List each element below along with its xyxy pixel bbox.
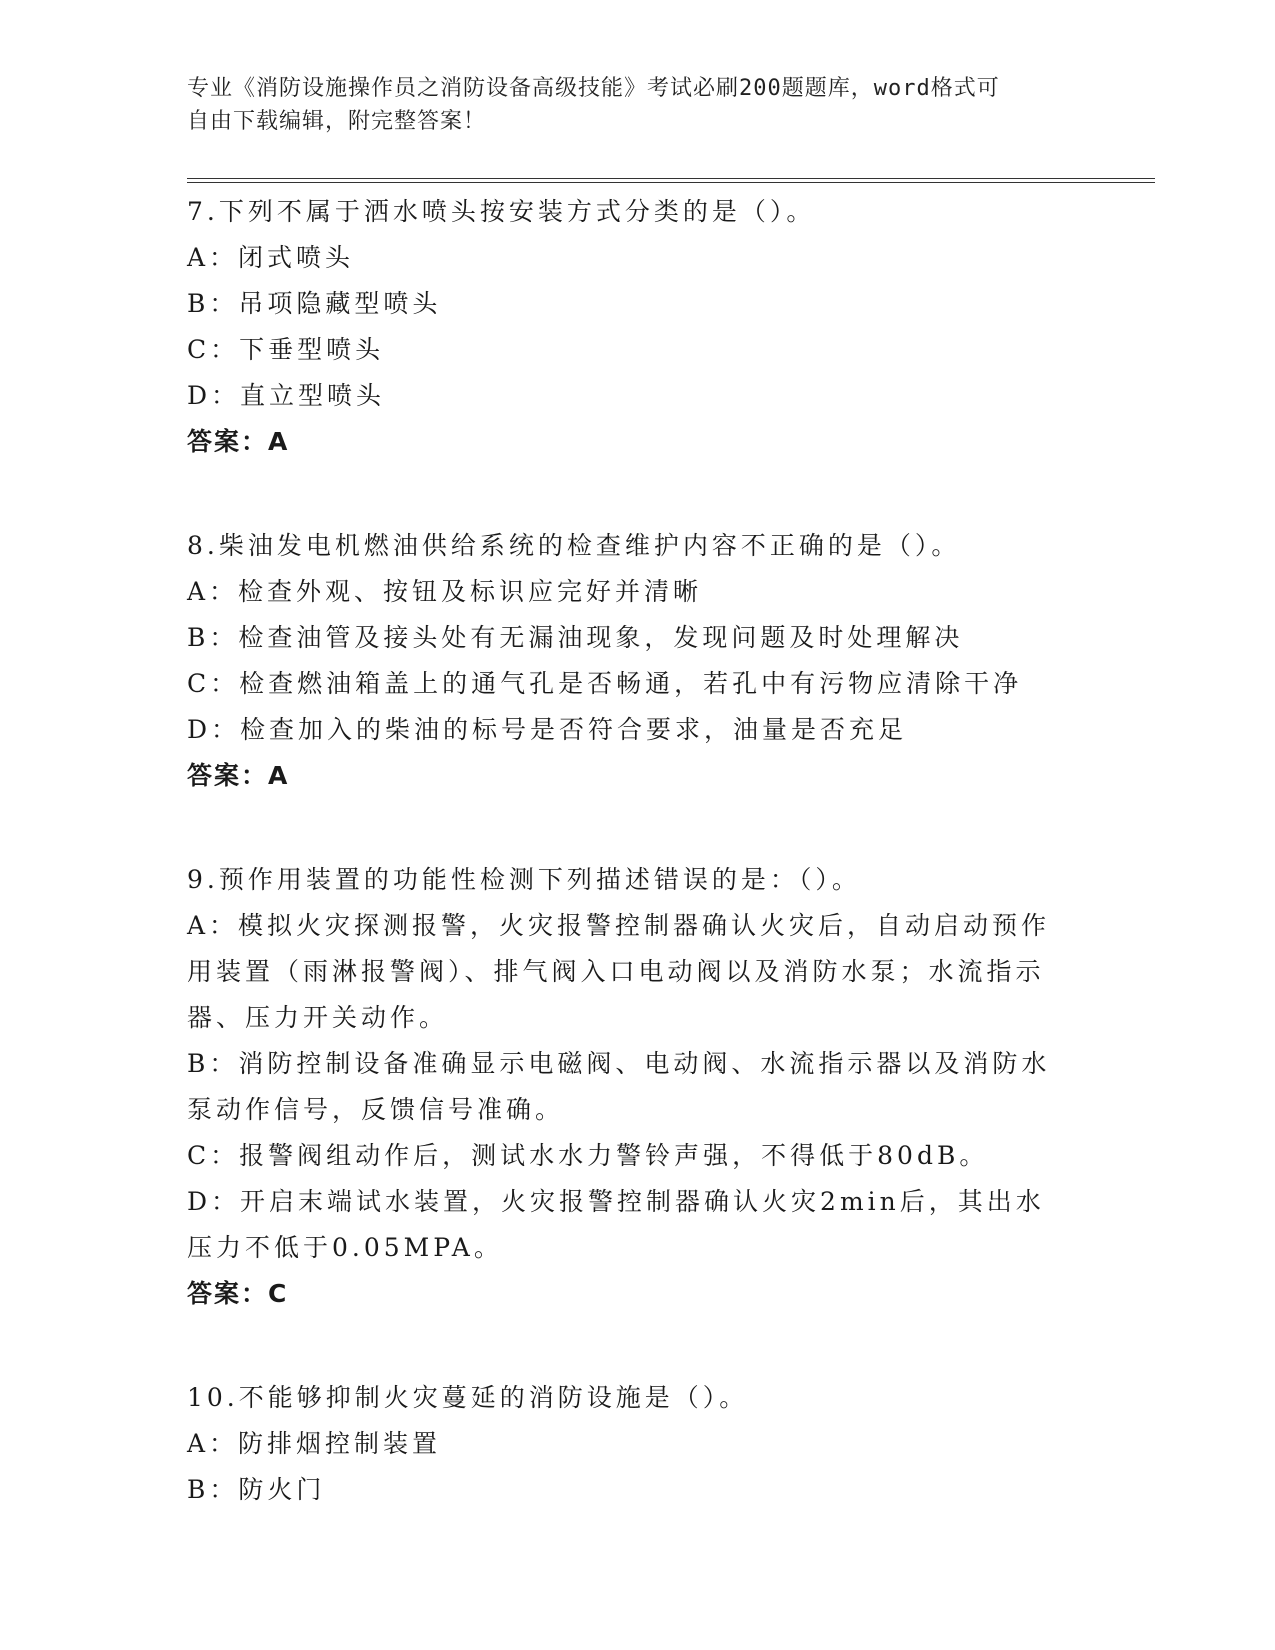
header-divider-top — [187, 178, 1155, 179]
option-c: C：报警阀组动作后，测试水水力警铃声强，不得低于80dB。 — [187, 1141, 989, 1170]
option-b: B：防火门 — [187, 1475, 326, 1504]
question-spacer — [187, 465, 1087, 523]
option-c: C：检查燃油箱盖上的通气孔是否畅通，若孔中有污物应清除干净 — [187, 669, 1023, 698]
question-list — [187, 189, 1087, 1513]
option-d: D：直立型喷头 — [187, 381, 386, 410]
question-stem: 8.柴油发电机燃油供给系统的检查维护内容不正确的是（）。 — [187, 531, 961, 560]
header-line-2: 自由下载编辑，附完整答案！ — [187, 109, 487, 134]
question-9 — [187, 857, 1087, 1317]
document-header — [187, 72, 1067, 138]
question-stem: 7.下列不属于洒水喷头按安装方式分类的是（）。 — [187, 197, 816, 226]
option-a: A：检查外观、按钮及标识应完好并清晰 — [187, 577, 703, 606]
question-stem: 10.不能够抑制火灾蔓延的消防设施是（）。 — [187, 1383, 749, 1412]
answer: 答案：A — [187, 761, 290, 790]
option-d: D：开启末端试水装置，火灾报警控制器确认火灾2min后，其出水压力不低于0.05MPA。 — [187, 1187, 1045, 1262]
question-7 — [187, 189, 1087, 465]
option-d: D：检查加入的柴油的标号是否符合要求，油量是否充足 — [187, 715, 908, 744]
question-spacer — [187, 799, 1087, 857]
option-a: A：模拟火灾探测报警，火灾报警控制器确认火灾后，自动启动预作用装置（雨淋报警阀）、排气阀入口电动阀以及消防水泵；水流指示器、压力开关动作。 — [187, 911, 1051, 1032]
option-a: A：闭式喷头 — [187, 243, 355, 272]
option-c: C：下垂型喷头 — [187, 335, 385, 364]
question-stem: 9.预作用装置的功能性检测下列描述错误的是：（）。 — [187, 865, 861, 894]
option-b: B：检查油管及接头处有无漏油现象，发现问题及时处理解决 — [187, 623, 964, 652]
option-b: B：消防控制设备准确显示电磁阀、电动阀、水流指示器以及消防水泵动作信号，反馈信号准确。 — [187, 1049, 1051, 1124]
question-10 — [187, 1375, 1087, 1513]
question-spacer — [187, 1317, 1087, 1375]
answer: 答案：A — [187, 427, 290, 456]
option-a: A：防排烟控制装置 — [187, 1429, 442, 1458]
question-8 — [187, 523, 1087, 799]
option-b: B：吊项隐藏型喷头 — [187, 289, 442, 318]
header-line-1: 专业《消防设施操作员之消防设备高级技能》考试必刷200题题库，word格式可 — [187, 76, 1000, 101]
header-divider-bottom — [187, 182, 1155, 183]
answer: 答案：C — [187, 1279, 289, 1308]
